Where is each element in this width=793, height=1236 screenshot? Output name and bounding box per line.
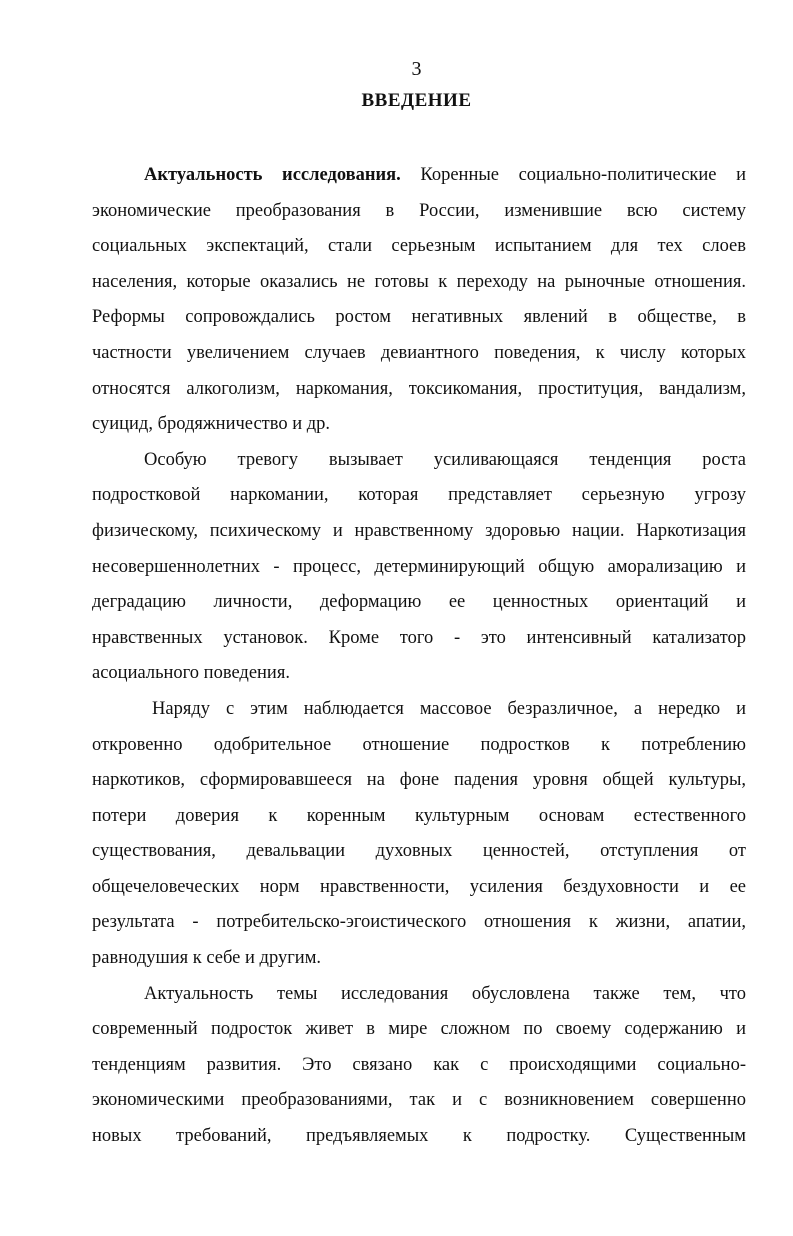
text-line: Актуальность темы исследования обусловлена также тем, что <box>144 983 746 1004</box>
text-line: относятся алкоголизм, наркомания, токсикомания, проституция, вандализм, <box>92 378 746 399</box>
text-line: несовершеннолетних - процесс, детерминирующий общую аморализацию и <box>92 556 746 577</box>
text-line: населения, которые оказались не готовы к переходу на рыночные отношения. <box>92 271 746 292</box>
relevance-lead: Актуальность исследования. <box>144 165 401 185</box>
text-line: тенденциям развития. Это связано как с происходящими социально- <box>92 1054 746 1075</box>
text-line: современный подросток живет в мире сложном по своему содержанию и <box>92 1019 746 1040</box>
paragraph-narcotics-trend <box>92 443 746 692</box>
text-line: общечеловеческих норм нравственности, усиления бездуховности и ее <box>92 876 746 897</box>
page-title: ВВЕДЕНИЕ <box>361 90 472 111</box>
text-line: частности увеличением случаев девиантного поведения, к числу которых <box>92 342 746 363</box>
text-line: новых требований, предъявляемых к подростку. Существенным <box>92 1126 746 1147</box>
text-line: экономическими преобразованиями, так и с возникновением совершенно <box>92 1090 746 1111</box>
text-line: суицид, бродяжничество и др. <box>92 414 331 435</box>
text-line: Наряду с этим наблюдается массовое безразличное, а нередко и <box>152 698 746 719</box>
text-line: социальных экспектаций, стали серьезным испытанием для тех слоев <box>92 236 746 257</box>
text-line: экономические преобразования в России, изменившие всю систему <box>92 200 746 221</box>
paragraph-attitudes <box>92 692 746 977</box>
text-line: асоциального поведения. <box>92 663 290 684</box>
text-line: Особую тревогу вызывает усиливающаяся тенденция роста <box>144 449 746 470</box>
text-line: нравственных установок. Кроме того - это интенсивный катализатор <box>92 627 746 648</box>
text-line: потери доверия к коренным культурным основам естественного <box>92 805 746 826</box>
text-line: равнодушия к себе и другим. <box>92 948 322 969</box>
text-line: физическому, психическому и нравственному здоровью нации. Наркотизация <box>92 520 746 541</box>
text-line <box>92 158 746 194</box>
text-line: деградацию личности, деформацию ее ценностных ориентаций и <box>92 592 746 613</box>
text-line: результата - потребительско-эгоистического отношения к жизни, апатии, <box>92 912 746 933</box>
paragraph-modern-teen <box>92 977 746 1155</box>
paragraph-relevance <box>92 158 746 443</box>
text-line: Реформы сопровождались ростом негативных явлений в обществе, в <box>92 307 746 328</box>
text-line-content: Коренные социально-политические и <box>400 165 747 185</box>
document-body <box>92 158 746 1155</box>
text-line: существования, девальвации духовных ценностей, отступления от <box>92 841 746 862</box>
text-line: наркотиков, сформировавшееся на фоне падения уровня общей культуры, <box>92 770 746 791</box>
text-line: откровенно одобрительное отношение подростков к потреблению <box>92 734 746 755</box>
text-line: подростковой наркомании, которая представляет серьезную угрозу <box>92 485 746 506</box>
page-number: 3 <box>411 58 422 80</box>
